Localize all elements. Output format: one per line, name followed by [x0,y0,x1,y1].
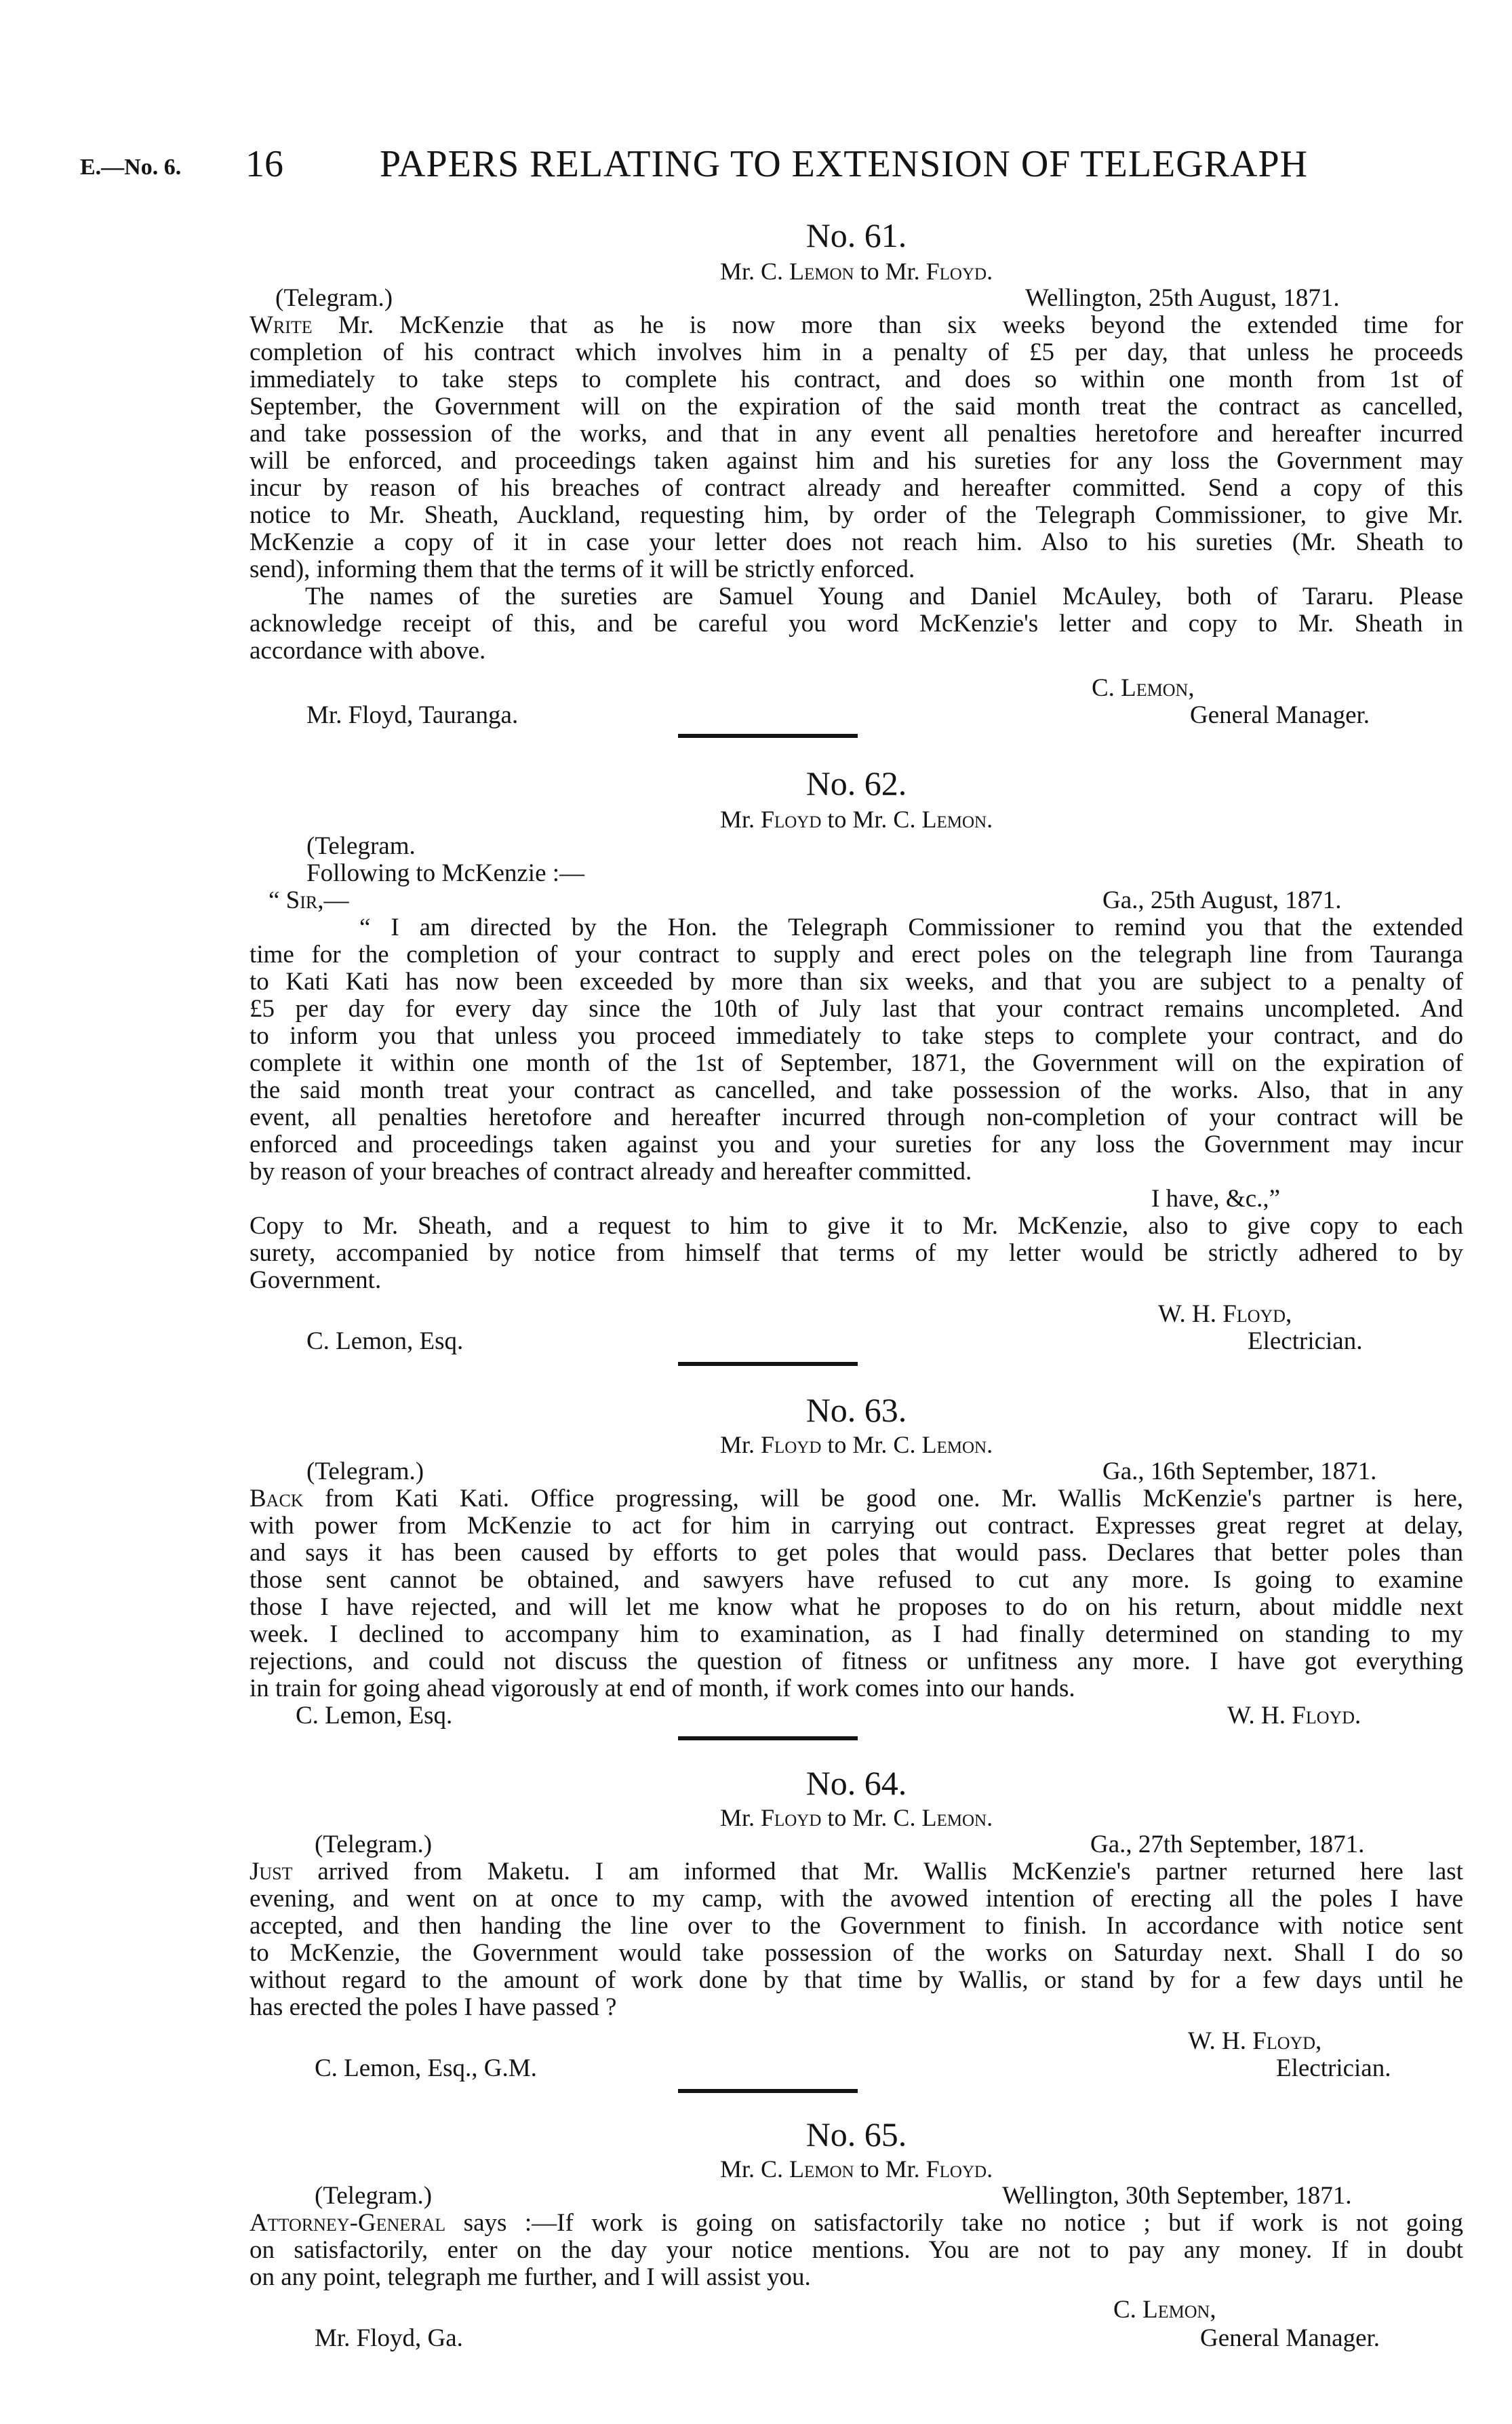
letter-64-telegram-label: (Telegram.) [315,1831,433,1858]
letter-65-signatory-title: General Manager. [1200,2324,1380,2352]
letter-61-body-line: McKenzie a copy of it in case your letter does not reach him. Also to his sureties (Mr. Sheath to [250,528,1463,556]
letter-63-signature: W. H. Floyd. [1227,1702,1361,1729]
section-divider [678,1736,858,1740]
letter-62-number: No. 62. [805,764,907,802]
letter-61-body-line: and take possession of the works, and that in any event all penalties heretofore and hereafter incurred [250,420,1463,448]
letter-62-body-line: by reason of your breaches of contract already and hereafter committed. [250,1158,972,1186]
letter-65-body-line: Attorney-General says :—If work is going on satisfactorily take no notice ; but if work is not going [250,2209,1463,2237]
letter-63-place-date: Ga., 16th September, 1871. [1102,1458,1377,1485]
letter-64-number: No. 64. [805,1764,907,1802]
letter-62-addressee: C. Lemon, Esq. [306,1327,464,1355]
letter-63-addressee: C. Lemon, Esq. [296,1702,453,1729]
letter-65-telegram-label: (Telegram.) [315,2182,433,2210]
letter-62-salutation: “ Sir,— [268,886,349,914]
letter-63-telegram-label: (Telegram.) [306,1458,424,1485]
letter-61-body-line: immediately to take steps to complete his contract, and does so within one month from 1st of [250,366,1463,393]
letter-62-body-line: to Kati Kati has now been exceeded by more than six weeks, and that you are subject to a penalty of [250,968,1463,996]
letter-62-place-date: Ga., 25th August, 1871. [1102,886,1342,914]
letter-61-body-line: send), informing them that the terms of it will be strictly enforced. [250,555,915,583]
letter-64-addressee: C. Lemon, Esq., G.M. [315,2054,537,2082]
letter-62-body-line: £5 per day for every day since the 10th of July last that your contract remains uncompleted. And [250,995,1463,1023]
letter-65-number: No. 65. [805,2115,907,2153]
letter-65-place-date: Wellington, 30th September, 1871. [1002,2182,1352,2210]
letter-62-body-line: to inform you that unless you proceed immediately to take steps to complete your contract, and do [250,1022,1463,1050]
letter-63-body-line: in train for going ahead vigorously at end of month, if work comes into our hands. [250,1675,1075,1702]
letter-61-body-line: acknowledge receipt of this, and be careful you word McKenzie's letter and copy to Mr. Sheath in [250,610,1463,638]
letter-62-body-line: “ I am directed by the Hon. the Telegraph Commissioner to remind you that the extended [359,914,1463,941]
letter-61-body-line: completion of his contract which involves him in a penalty of £5 per day, that unless he proceeds [250,338,1463,366]
letter-64-correspondents: Mr. Floyd to Mr. C. Lemon. [719,1804,993,1831]
letter-61-correspondents: Mr. C. Lemon to Mr. Floyd. [719,258,993,285]
letter-61-number: No. 61. [805,216,907,254]
letter-64-place-date: Ga., 27th September, 1871. [1090,1831,1365,1858]
letter-64-body-line: without regard to the amount of work done by that time by Wallis, or stand by for a few days until he [250,1966,1463,1994]
letter-61-body-line: The names of the sureties are Samuel Young and Daniel McAuley, both of Tararu. Please [305,583,1463,610]
letter-61-telegram-label: (Telegram.) [275,284,393,312]
letter-61-body-line: notice to Mr. Sheath, Auckland, requesting him, by order of the Telegraph Commissioner, to give Mr. [250,501,1463,529]
letter-62-body-line: the said month treat your contract as cancelled, and take possession of the works. Also, that in any [250,1076,1463,1104]
letter-61-body-line: accordance with above. [250,637,486,665]
letter-61-signatory-title: General Manager. [1190,701,1370,729]
letter-63-body-line: those sent cannot be obtained, and sawyers have refused to cut any more. Is going to examine [250,1566,1463,1594]
letter-62-correspondents: Mr. Floyd to Mr. C. Lemon. [719,806,993,833]
letter-63-correspondents: Mr. Floyd to Mr. C. Lemon. [719,1431,993,1458]
section-divider [678,734,858,738]
section-divider [678,1362,858,1366]
letter-64-signatory-title: Electrician. [1276,2054,1391,2082]
letter-61-body-line: will be enforced, and proceedings taken against him and his sureties for any loss the Government may [250,447,1463,475]
letter-63-body-line: Back from Kati Kati. Office progressing, will be good one. Mr. Wallis McKenzie's partner is here, [250,1485,1463,1512]
letter-62-body-line: complete it within one month of the 1st of September, 1871, the Government will on the expiration of [250,1049,1463,1077]
letter-64-body-line: evening, and went on at once to my camp, with the avowed intention of erecting all the poles I have [250,1885,1463,1913]
letter-63-body-line: and says it has been caused by efforts to get poles that would pass. Declares that better poles than [250,1539,1463,1567]
letter-62-telegram-label: (Telegram. [306,832,416,860]
letter-62-signatory-title: Electrician. [1248,1327,1363,1355]
page-number: 16 [245,143,283,185]
letter-64-signature: W. H. Floyd, [1188,2027,1322,2055]
letter-65-correspondents: Mr. C. Lemon to Mr. Floyd. [719,2155,993,2183]
letter-62-body-line: Copy to Mr. Sheath, and a request to him to give it to Mr. McKenzie, also to give copy to each [250,1212,1463,1240]
letter-63-body-line: rejections, and could not discuss the question of fitness or unfitness any more. I have got everything [250,1647,1463,1675]
letter-62-body-line: Government. [250,1266,382,1294]
letter-65-body-line: on any point, telegraph me further, and I will assist you. [250,2263,811,2291]
letter-65-body-line: on satisfactorily, enter on the day your notice mentions. You are not to pay any money. If in doubt [250,2236,1463,2264]
letter-63-number: No. 63. [805,1391,907,1429]
letter-65-addressee: Mr. Floyd, Ga. [315,2324,463,2352]
page-title: PAPERS RELATING TO EXTENSION OF TELEGRAPH [380,143,1309,185]
letter-62-body-line: time for the completion of your contract to supply and erect poles on the telegraph line from Tauranga [250,941,1463,969]
letter-61-place-date: Wellington, 25th August, 1871. [1025,284,1340,312]
letter-61-body-line: September, the Government will on the expiration of the said month treat the contract as cancelled, [250,393,1463,421]
document-reference: E.—No. 6. [80,155,182,180]
letter-61-body-line: Write Mr. McKenzie that as he is now more than six weeks beyond the extended time for [250,311,1463,339]
letter-65-signature: C. Lemon, [1113,2296,1216,2324]
letter-61-addressee: Mr. Floyd, Tauranga. [306,701,519,729]
letter-61-body-line: incur by reason of his breaches of contract already and hereafter committed. Send a copy of this [250,474,1463,502]
letter-62-signature: W. H. Floyd, [1158,1300,1292,1328]
letter-61-signature: C. Lemon, [1092,674,1195,702]
letter-62-body-line: enforced and proceedings taken against you and your sureties for any loss the Government may incur [250,1131,1463,1158]
letter-64-body-line: accepted, and then handing the line over to the Government to finish. In accordance with notice sent [250,1912,1463,1940]
letter-63-body-line: week. I declined to accompany him to examination, as I had finally determined on standing to my [250,1620,1463,1648]
section-divider [678,2089,858,2093]
letter-62-body-line: event, all penalties heretofore and hereafter incurred through non-completion of your contract will be [250,1103,1463,1131]
letter-64-body-line: has erected the poles I have passed ? [250,1993,617,2021]
letter-62-closing: I have, &c.,” [1151,1185,1281,1213]
letter-63-body-line: those I have rejected, and will let me know what he proposes to do on his return, about middle next [250,1593,1463,1621]
letter-64-body-line: to McKenzie, the Government would take possession of the works on Saturday next. Shall I do so [250,1939,1463,1967]
letter-62-intro: Following to McKenzie :— [306,859,585,887]
letter-62-body-line: surety, accompanied by notice from himself that terms of my letter would be strictly adhered to by [250,1239,1463,1267]
letter-64-body-line: Just arrived from Maketu. I am informed that Mr. Wallis McKenzie's partner returned here last [250,1858,1463,1885]
letter-63-body-line: with power from McKenzie to act for him in carrying out contract. Expresses great regret at delay, [250,1512,1463,1540]
